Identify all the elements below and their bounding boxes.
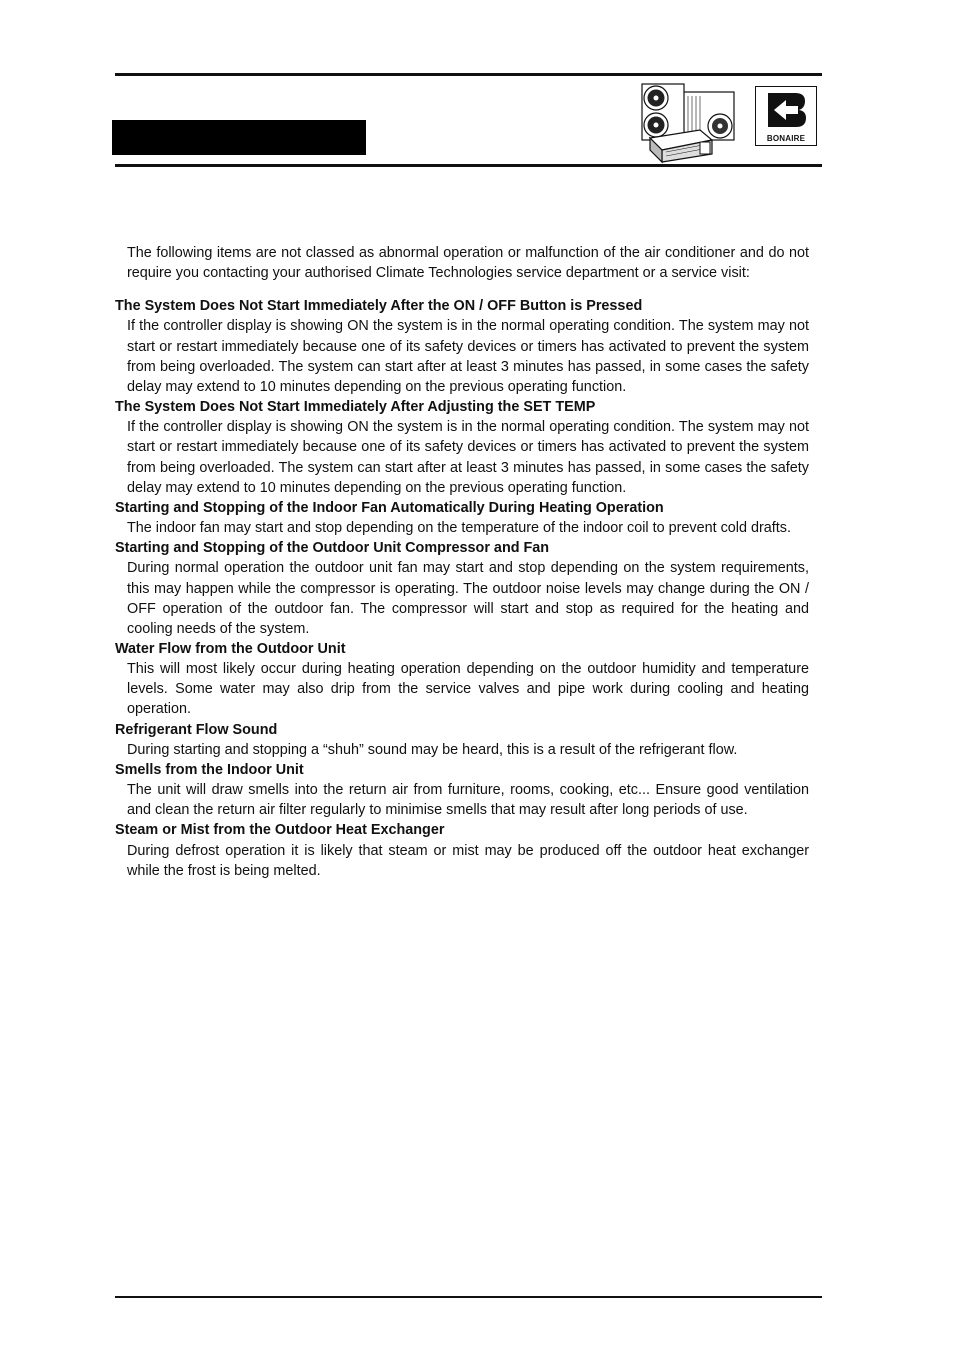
section-heading: Refrigerant Flow Sound	[115, 721, 278, 738]
bonaire-arrow-logo-icon	[756, 87, 815, 133]
air-conditioner-units-illustration	[640, 82, 740, 164]
sections-list	[115, 296, 809, 881]
section-body: If the controller display is showing ON the system is in the normal operating condition. The system may not start or restart immediately because one of its safety devices or timers has activated to prevent the system from being overloaded. The system can start after at least 3 minutes has passed, in some cases the safety delay may extend to 10 minutes depending on the previous operating function.	[127, 318, 809, 395]
section-heading: Smells from the Indoor Unit	[115, 761, 304, 778]
section-heading: Steam or Mist from the Outdoor Heat Exchanger	[115, 822, 445, 839]
section-heading: Starting and Stopping of the Indoor Fan Automatically During Heating Operation	[115, 499, 664, 516]
section-body: During defrost operation it is likely that steam or mist may be produced off the outdoor heat exchanger while the frost is being melted.	[127, 842, 809, 879]
section-body: During normal operation the outdoor unit fan may start and stop depending on the system requirements, this may happen while the compressor is operating. The outdoor noise levels may change during the ON / OFF operation of the outdoor fan. The compressor will start and stop as required for the heating and cooling needs of the system.	[127, 560, 809, 637]
intro-paragraph: The following items are not classed as abnormal operation or malfunction of the air conditioner and do not require you contacting your authorised Climate Technologies service department or a service visit:	[127, 245, 809, 282]
section-body: During starting and stopping a “shuh” sound may be heard, this is a result of the refrigerant flow.	[127, 741, 738, 758]
section-body: The unit will draw smells into the return air from furniture, rooms, cooking, etc... Ensure good ventilation and clean the return air filter regularly to minimise smells that may result after long periods of use.	[127, 782, 809, 819]
header-bottom-rule	[115, 164, 822, 167]
section-body: The indoor fan may start and stop depending on the temperature of the indoor coil to prevent cold drafts.	[127, 520, 791, 537]
header-title-bar	[112, 120, 366, 155]
footer-rule	[115, 1296, 822, 1298]
section-body: This will most likely occur during heating operation depending on the outdoor humidity and temperature levels. Some water may also drip from the service valves and pipe work during cooling and heating operation.	[127, 661, 809, 718]
document-content	[115, 243, 809, 881]
section-heading: The System Does Not Start Immediately After the ON / OFF Button is Pressed	[115, 298, 643, 315]
section-heading: Starting and Stopping of the Outdoor Unit Compressor and Fan	[115, 540, 550, 557]
section-body: If the controller display is showing ON the system is in the normal operating condition. The system may not start or restart immediately because one of its safety devices or timers has activated to prevent the system from being overloaded. The system can start after at least 3 minutes has passed, in some cases the safety delay may extend to 10 minutes depending on the previous operating function.	[127, 419, 809, 496]
section-heading: The System Does Not Start Immediately After Adjusting the SET TEMP	[115, 399, 596, 416]
header-top-rule	[115, 73, 822, 76]
section-heading: Water Flow from the Outdoor Unit	[115, 640, 346, 657]
logo-wordmark: BONAIRE	[766, 134, 806, 143]
bonaire-logo	[755, 86, 817, 146]
